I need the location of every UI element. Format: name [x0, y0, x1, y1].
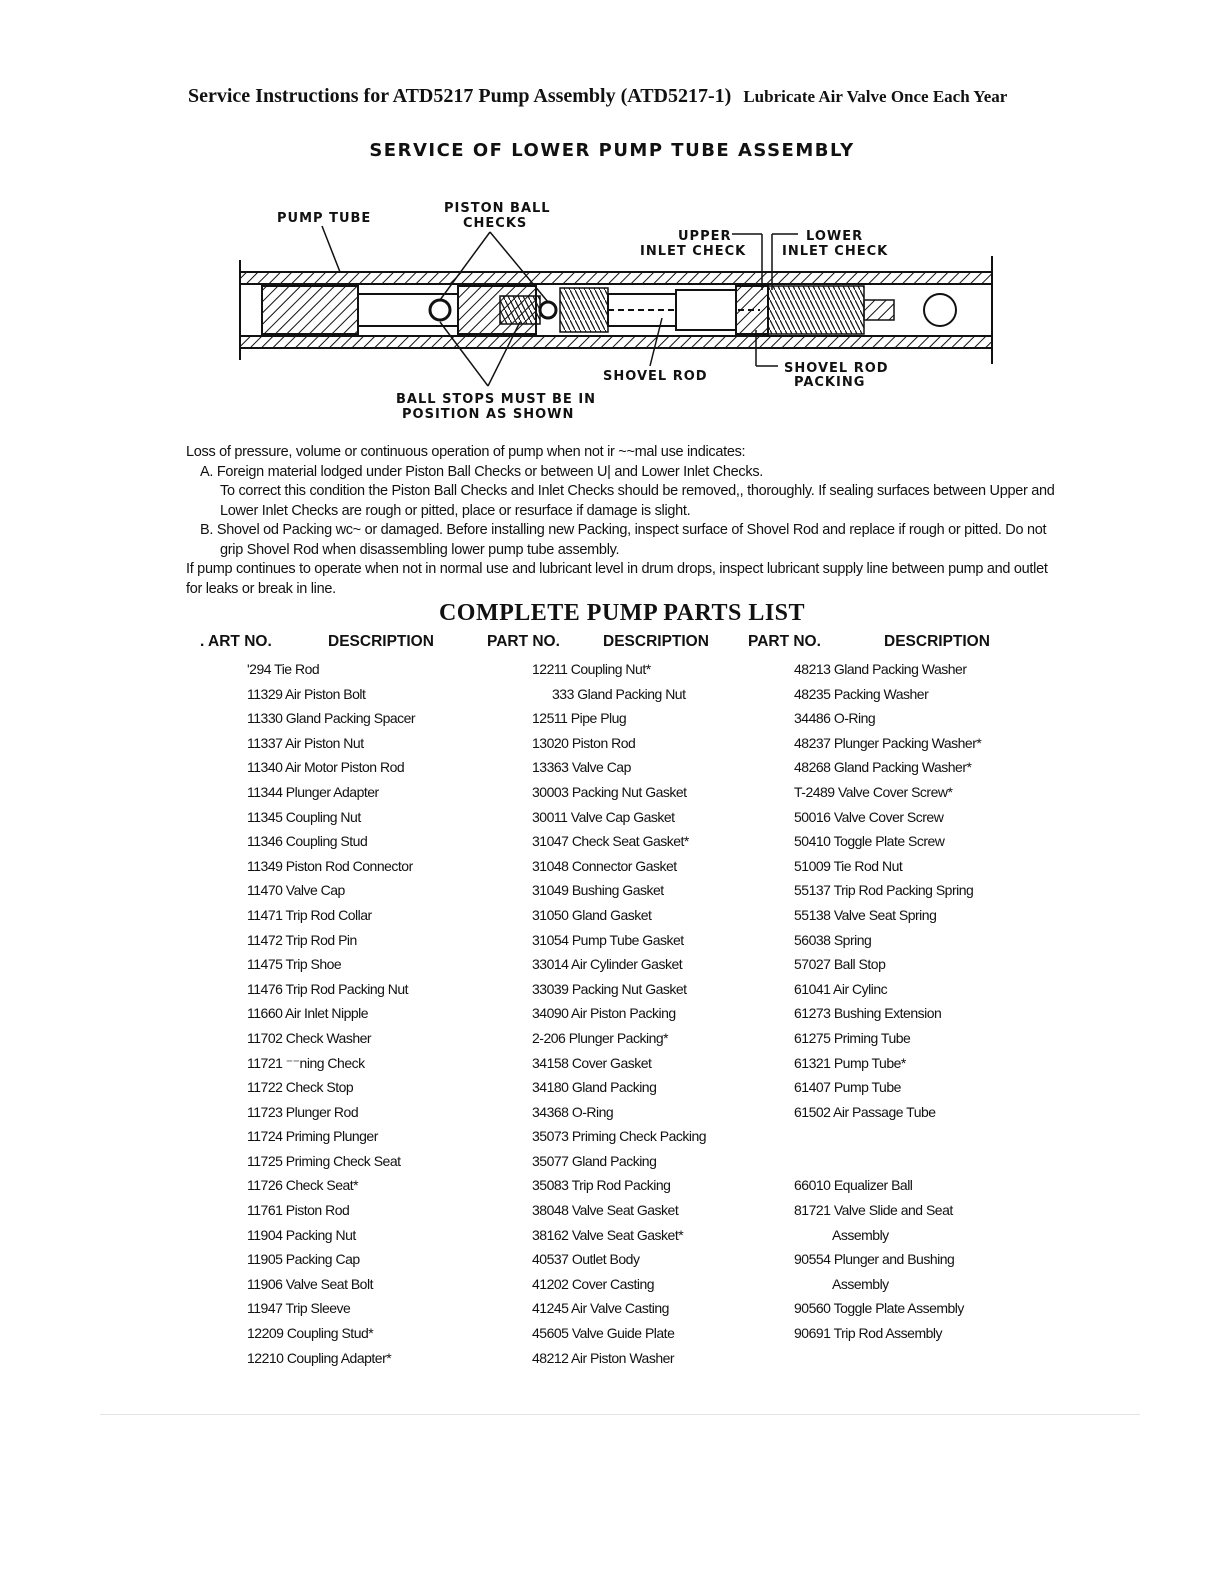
- pump-tube-diagram: [0, 190, 1224, 430]
- parts-list-item: 11660 Air Inlet Nipple: [247, 1005, 369, 1022]
- parts-list-item: 333 Gland Packing Nut: [552, 685, 686, 702]
- shovel-port: [924, 294, 956, 326]
- parts-list-item: 34180 Gland Packing: [532, 1079, 657, 1096]
- parts-list-item: 11906 Valve Seat Bolt: [247, 1275, 373, 1292]
- parts-list-item: T-2489 Valve Cover Screw*: [794, 783, 953, 800]
- piston-connector: [500, 296, 540, 324]
- label-ball-stops-1: BALL STOPS MUST BE IN: [396, 392, 597, 407]
- parts-list-item: 12210 Coupling Adapter*: [247, 1349, 392, 1366]
- parts-list-item: 11722 Check Stop: [247, 1079, 354, 1096]
- parts-list-item: 2-206 Plunger Packing*: [532, 1029, 669, 1046]
- col3-desc-header: DESCRIPTION: [884, 633, 990, 650]
- parts-list-item: 45605 Valve Guide Plate: [532, 1325, 675, 1342]
- parts-list-item: 90560 Toggle Plate Assembly: [794, 1300, 964, 1317]
- parts-list-item: 48212 Air Piston Washer: [532, 1349, 675, 1366]
- label-ball-stops-2: POSITION AS SHOWN: [402, 407, 575, 422]
- parts-list-item: 13020 Piston Rod: [532, 734, 636, 751]
- parts-list-item: 11702 Check Washer: [247, 1029, 372, 1046]
- notes-footer: If pump continues to operate when not in normal use and lubricant level in drum drops, inspect lubricant supply line between pump and outlet for leaks or break in line.: [186, 561, 1048, 597]
- parts-list-item: 11329 Air Piston Bolt: [247, 685, 366, 702]
- parts-list-item: 11340 Air Motor Piston Rod: [247, 759, 405, 776]
- parts-list-item: 11725 Priming Check Seat: [247, 1152, 401, 1169]
- notes-item-a: A. Foreign material lodged under Piston Ball Checks or between U| and Lower Inlet Checks.: [200, 463, 764, 480]
- parts-list-item: 31050 Gland Gasket: [532, 906, 652, 923]
- label-shovel-rod: SHOVEL ROD: [603, 369, 708, 384]
- parts-list-item: 13363 Valve Cap: [532, 759, 631, 776]
- document-header: [188, 85, 1088, 108]
- label-piston-ball-1: PISTON BALL: [444, 201, 551, 216]
- parts-list-item: 30011 Valve Cap Gasket: [532, 808, 675, 825]
- parts-list-item: 35083 Trip Rod Packing: [532, 1177, 671, 1194]
- parts-column-2: [532, 657, 706, 1370]
- parts-list-item: 33039 Packing Nut Gasket: [532, 980, 687, 997]
- parts-list-item: 11726 Check Seat*: [247, 1177, 359, 1194]
- parts-list-item: 11472 Trip Rod Pin: [247, 931, 357, 948]
- parts-list-item: '294 Tie Rod: [247, 661, 320, 677]
- parts-column-1: [247, 657, 415, 1370]
- parts-list-item: 66010 Equalizer Ball: [794, 1177, 913, 1194]
- shovel-rod-packing: [768, 286, 864, 334]
- parts-list-item: 48268 Gland Packing Washer*: [794, 759, 972, 776]
- col3-part-header: PART NO.: [748, 633, 821, 650]
- section-title: SERVICE OF LOWER PUMP TUBE ASSEMBLY: [369, 140, 855, 161]
- parts-list-item: 41245 Air Valve Casting: [532, 1300, 669, 1317]
- col2-desc-header: DESCRIPTION: [603, 633, 709, 650]
- parts-list-item: 11476 Trip Rod Packing Nut: [247, 980, 409, 997]
- notes-intro: Loss of pressure, volume or continuous operation of pump when not ir ~~mal use indicates:: [186, 444, 746, 460]
- label-shovel-packing-2: PACKING: [794, 375, 866, 390]
- parts-list-item: 11905 Packing Cap: [247, 1251, 360, 1268]
- parts-list-item: 11475 Trip Shoe: [247, 956, 342, 973]
- lower-inlet-check: [736, 286, 768, 334]
- parts-list-item: 61041 Air Cylinc: [794, 980, 888, 997]
- piston-body: [262, 286, 358, 334]
- parts-list-item: 81721 Valve Slide and Seat: [794, 1202, 953, 1219]
- document-title: Service Instructions for ATD5217 Pump Assembly (ATD5217-1): [188, 85, 732, 107]
- parts-list-item: 90554 Plunger and Bushing: [794, 1251, 955, 1268]
- parts-list-item: 55137 Trip Rod Packing Spring: [794, 882, 974, 899]
- parts-list-item: 57027 Ball Stop: [794, 956, 886, 973]
- parts-list-item: 40537 Outlet Body: [532, 1251, 640, 1268]
- parts-list-item: 33014 Air Cylinder Gasket: [532, 956, 683, 973]
- parts-list-item: 61321 Pump Tube*: [794, 1054, 906, 1071]
- parts-list-item: 50410 Toggle Plate Screw: [794, 833, 945, 850]
- parts-list-item: 61273 Bushing Extension: [794, 1005, 942, 1022]
- parts-list-item: 38048 Valve Seat Gasket: [532, 1202, 679, 1219]
- parts-list-item: 56038 Spring: [794, 931, 872, 948]
- parts-list-item: 12209 Coupling Stud*: [247, 1325, 374, 1342]
- tube-wall-bottom: [240, 336, 992, 348]
- piston-ball-2: [540, 302, 556, 318]
- label-upper-inlet-1: UPPER: [678, 229, 732, 244]
- parts-list-item: 34090 Air Piston Packing: [532, 1005, 676, 1022]
- parts-list-item: 48213 Gland Packing Washer: [794, 661, 967, 677]
- parts-list-item: Assembly: [832, 1226, 889, 1243]
- label-lower-inlet-1: LOWER: [806, 229, 864, 244]
- label-upper-inlet-2: INLET CHECK: [640, 244, 747, 259]
- label-shovel-packing-1: SHOVEL ROD: [784, 361, 889, 376]
- parts-list-item: 38162 Valve Seat Gasket*: [532, 1226, 684, 1243]
- col1-desc-header: DESCRIPTION: [328, 633, 434, 650]
- parts-list-item: 11724 Priming Plunger: [247, 1128, 378, 1145]
- bottom-divider: [100, 1414, 1140, 1415]
- parts-list-item: 35077 Gland Packing: [532, 1152, 657, 1169]
- parts-list-title: COMPLETE PUMP PARTS LIST: [438, 600, 806, 626]
- label-lower-inlet-2: INLET CHECK: [782, 244, 889, 259]
- notes-item-b: B. Shovel od Packing wc~ or damaged. Before installing new Packing, inspect surface of Shovel Rod and replace if rough or pitted. Do not grip Shovel Rod when disassembling lower pump tube assembly.: [200, 522, 1047, 558]
- parts-list-item: 61275 Priming Tube: [794, 1029, 911, 1046]
- parts-list-item: [794, 1149, 981, 1174]
- parts-list-item: 31047 Check Seat Gasket*: [532, 833, 689, 850]
- parts-list-item: 34158 Cover Gasket: [532, 1054, 652, 1071]
- label-pump-tube: PUMP TUBE: [277, 211, 372, 226]
- parts-list-item: 11904 Packing Nut: [247, 1226, 356, 1243]
- parts-list-item: 50016 Valve Cover Screw: [794, 808, 944, 825]
- parts-list-item: 90691 Trip Rod Assembly: [794, 1325, 943, 1342]
- parts-list-item: Assembly: [832, 1275, 889, 1292]
- parts-list-item: 11947 Trip Sleeve: [247, 1300, 351, 1317]
- parts-list-item: 61502 Air Passage Tube: [794, 1103, 936, 1120]
- parts-list-item: 12211 Coupling Nut*: [532, 661, 651, 677]
- parts-column-3: [794, 657, 981, 1346]
- parts-list-item: 30003 Packing Nut Gasket: [532, 783, 687, 800]
- parts-list-item: 41202 Cover Casting: [532, 1275, 655, 1292]
- troubleshooting-notes: [186, 443, 1066, 599]
- parts-list-item: 34486 O-Ring: [794, 710, 876, 727]
- parts-list-item: 11330 Gland Packing Spacer: [247, 710, 416, 727]
- parts-list-item: 11723 Plunger Rod: [247, 1103, 359, 1120]
- parts-list-item: 51009 Tie Rod Nut: [794, 857, 903, 874]
- parts-list-item: 55138 Valve Seat Spring: [794, 906, 937, 923]
- parts-list-item: 48235 Packing Washer: [794, 685, 929, 702]
- parts-list-item: 61407 Pump Tube: [794, 1079, 901, 1096]
- parts-list-item: 31048 Connector Gasket: [532, 857, 677, 874]
- lubrication-note: Lubricate Air Valve Once Each Year: [743, 87, 1008, 106]
- shovel-rod: [864, 300, 894, 320]
- parts-list-item: 35073 Priming Check Packing: [532, 1128, 707, 1145]
- piston-ball: [430, 300, 450, 320]
- parts-list-item: 11761 Piston Rod: [247, 1202, 350, 1219]
- parts-list-item: 11471 Trip Rod Collar: [247, 906, 372, 923]
- parts-list-item: 11337 Air Piston Nut: [247, 734, 364, 751]
- parts-list-item: 11345 Coupling Nut: [247, 808, 361, 825]
- parts-list-item: 11346 Coupling Stud: [247, 833, 368, 850]
- parts-list-item: 31054 Pump Tube Gasket: [532, 931, 684, 948]
- parts-list-item: 12511 Pipe Plug: [532, 710, 627, 727]
- parts-list-item: 11721 ⁻⁻ning Check: [247, 1054, 365, 1071]
- tube-wall-top: [240, 272, 992, 284]
- parts-list-item: [794, 1124, 981, 1149]
- col1-part-header: . ART NO.: [200, 633, 272, 650]
- notes-item-a-detail: To correct this condition the Piston Ball Checks and Inlet Checks should be removed,, thoroughly. If sealing surfaces between Upper and Lower Inlet Checks are rough or pitted, place or resurface if damage is slight.: [220, 483, 1055, 519]
- label-piston-ball-2: CHECKS: [463, 216, 528, 231]
- parts-list-item: 11344 Plunger Adapter: [247, 783, 379, 800]
- col2-part-header: PART NO.: [487, 633, 560, 650]
- parts-list-item: 11470 Valve Cap: [247, 882, 345, 899]
- upper-inlet-check: [676, 290, 736, 330]
- parts-list-item: 31049 Bushing Gasket: [532, 882, 664, 899]
- piston-rod-section: [560, 288, 608, 332]
- parts-list-item: 48237 Plunger Packing Washer*: [794, 734, 982, 751]
- parts-list-item: 34368 O-Ring: [532, 1103, 614, 1120]
- parts-list-item: 11349 Piston Rod Connector: [247, 857, 413, 874]
